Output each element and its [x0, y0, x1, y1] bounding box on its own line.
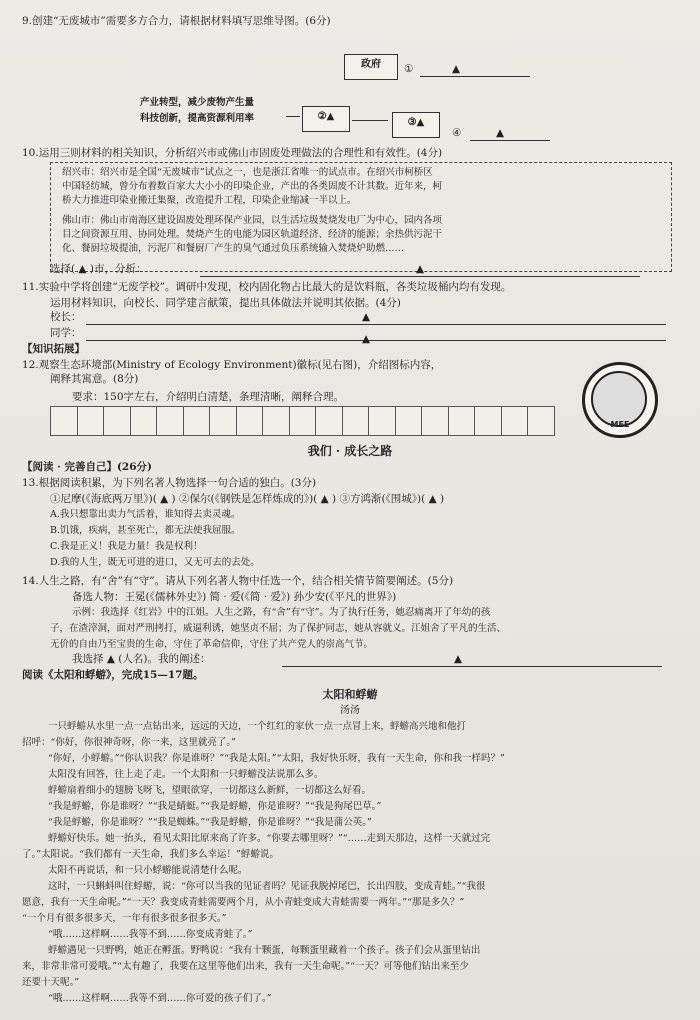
q13-choice-d: D.我的人生，既无可进的进口，又无可去的去处。	[50, 557, 260, 568]
q10-shaoxing-1: 绍兴市：绍兴市是全国“无废城市”试点之一，也是浙江省唯一的试点市。在绍兴市柯桥区	[62, 167, 433, 178]
mindmap-government-box: 政府	[344, 54, 398, 80]
story-para: 招呼：“你好，你很神奇呀，你一来，这里就亮了。”	[22, 737, 236, 748]
q10-shaoxing-2: 中国轻纺城，曾分布着数百家大大小小的印染企业，产出的各类固废不计其数。近年来，柯	[62, 181, 443, 192]
q11-principal-line	[86, 324, 666, 325]
story-para: “哦……这样啊……我等不到……你可爱的孩子们了。”	[48, 993, 272, 1004]
q13-choice-b: B.饥饿，疾病，甚至死亡，都无法使我屈服。	[50, 525, 241, 536]
q14-candidates: 备选人物：王冕(《儒林外史》) 简 · 爱(《简 · 爱》) 孙少安(《平凡的世界》)	[72, 591, 397, 603]
mindmap-blank-1-line	[420, 76, 530, 77]
q12-text-2: 阐释其寓意。(8分)	[50, 373, 139, 385]
q14-answer-line	[282, 666, 662, 667]
q10-foshan-1: 佛山市：佛山市南海区建设固废处理环保产业园，以生活垃圾焚烧发电厂为中心，园内各项	[62, 215, 443, 226]
section-title: 我们 · 成长之路	[307, 444, 393, 458]
q13-options: ①尼摩(《海底两万里》)( ▲ ) ②保尔(《钢铁是怎样炼成的》)( ▲ ) ③方鸿渐(《围城》)( ▲ )	[50, 493, 445, 505]
q13-text: 13.根据阅读积累，为下列名著人物选择一句合适的独白。(3分)	[22, 477, 317, 489]
q14-example-2: 子，在渣滓洞，面对严刑拷打，威逼利诱，她坚贞不屈；为了保护同志，她从容就义。江姐舍了平凡的生活、	[50, 623, 507, 634]
story-para: 一只蜉蝣从水里一点一点钻出来，远远的天边，一个红红的家伙一点一点冒上来，蜉蝣高兴地和他打	[48, 721, 467, 732]
q14-text: 14.人生之路，有“舍”有“守”。请从下列名著人物中任选一个，结合相关情节简要阐述。(5分)	[22, 575, 454, 587]
story-para: “我是蜉蝣，你是谁呀？”“我是蜻蜓。”“我是蜉蝣，你是谁呀？”“我是狗尾巴草。”	[48, 801, 382, 812]
mindmap-blank-4-mark: ▲	[496, 127, 505, 139]
story-para: “一个月有很多很多天，一年有很多很多很多天。”	[22, 913, 227, 924]
story-author: 汤汤	[340, 705, 360, 716]
q13-choice-c: C.我是正义！我是力量！我是权利！	[50, 541, 203, 552]
story-para: 愿意，我有一天生命呢。”“一天？我变成青蛙需要两个月，从小青蛙变成大青蛙需要一两年。”“那是多久？”	[22, 897, 465, 908]
q10-foshan-3: 化、餐厨垃圾提油，污泥厂和餐厨厂产生的臭气通过负压系统输入焚烧炉助燃……	[62, 243, 405, 254]
q11-text-2: 运用材料知识，向校长、同学建言献策，提出具体做法并说明其依据。(4分)	[50, 297, 401, 309]
q12-text-1: 12.观察生态环境部(Ministry of Ecology Environment)徽标(见右图)，介绍图标内容，	[22, 359, 442, 371]
mindmap-blank-4-label: ④	[452, 127, 462, 139]
mee-logo-text: MEE	[610, 420, 630, 429]
story-para: 蜉蝣扇着细小的翅膀飞呀飞，望眼欲穿，一切都这么新鲜，一切都这么好看。	[48, 785, 372, 796]
reading-instruction: 阅读《太阳和蜉蝣》，完成15—17题。	[22, 669, 204, 681]
mindmap-double-arrow	[352, 120, 388, 121]
mee-logo-emblem	[591, 371, 647, 427]
q10-foshan-2: 目之间资源互用、协同处理。焚烧产生的电能为园区轨道经济、经济的能源；余热供污泥干	[62, 229, 443, 240]
story-para: 来，非常非常可爱哦。”“太有趣了，我要在这里等他们出来，我有一天生命呢。”“一天？可等他们钻出来至少	[22, 961, 469, 972]
q10-choose: 选择( ▲ )市，分析：	[50, 263, 147, 275]
story-para: “我是蜉蝣，你是谁呀？”“我是蜘蛛。”“我是蜉蝣，你是谁呀？”“我是蒲公英。”	[48, 817, 372, 828]
mindmap-box-2: ②▲	[302, 106, 350, 132]
story-para: 蜉蝣遇见一只野鸭，她正在孵蛋。野鸭说：“我有十颗蛋，每颗蛋里藏着一个孩子。孩子们会从蛋里钻出	[48, 945, 481, 956]
q11-principal-mark: ▲	[362, 311, 371, 323]
story-para: “你好，小蜉蝣。”“你认识我？你是谁呀？”“我是太阳。”“太阳，我好快乐呀，我有一天生命，你和我一样吗？”	[48, 753, 505, 764]
mindmap-blank-1-mark: ▲	[452, 63, 461, 75]
mindmap-blank-1-label: ①	[404, 63, 414, 75]
q10-answer-line	[200, 276, 640, 277]
q11-classmates-mark: ▲	[362, 333, 371, 345]
story-para: 还要十天呢。”	[22, 977, 80, 988]
story-para: 这时，一只蝌蚪叫住蜉蝣，说：“你可以当我的见证者吗？见证我脱掉尾巴，长出四肢，变成青蛙。”“我很	[48, 881, 486, 892]
q12-writing-grid[interactable]	[50, 406, 554, 436]
q10-shaoxing-3: 桥大力推进印染业搬迁集聚，改造提升工程，印染企业缩减一半以上。	[62, 195, 357, 206]
story-title: 太阳和蜉蝣	[322, 688, 378, 701]
q12-requirement: 要求：150字左右，介绍明白清楚，条理清晰，阐释合理。	[72, 391, 345, 403]
mindmap-blank-4-line	[470, 140, 550, 141]
q13-choice-a: A.我只想靠出卖力气活着，谁知得去卖灵魂。	[50, 509, 241, 520]
q11-classmates-label: 同学：	[50, 327, 82, 339]
q14-answer-mark: ▲	[454, 653, 463, 665]
q9-text: 9.创建“无废城市”需要多方合力，请根据材料填写思维导图。(6分)	[22, 15, 331, 27]
story-para: 太阳不再说话，和一只小蜉蝣能说清楚什么呢。	[48, 865, 248, 876]
mindmap-industry-2: 科技创新，提高资源利用率	[140, 113, 255, 124]
q14-example-1: 示例：我选择《红岩》中的江姐。人生之路，有“舍”有“守”。为了执行任务，她忍痛离开了年幼的孩	[72, 607, 491, 618]
q10-text: 10.运用三则材料的相关知识，分析绍兴市或佛山市固废处理做法的合理性和有效性。(4分)	[22, 147, 443, 159]
mindmap-industry-1: 产业转型，减少废物产生量	[140, 97, 255, 108]
mee-logo	[582, 362, 658, 438]
q11-principal-label: 校长：	[50, 311, 82, 323]
story-para: 太阳没有回答，往上走了走。一个太阳和一只蜉蝣没法说那么多。	[48, 769, 324, 780]
story-para: “哦……这样啊……我等不到……你变成青蛙了。”	[48, 929, 253, 940]
story-para: 了。”太阳说。“我们都有一天生命，我们多么幸运！”蜉蝣说。	[22, 849, 279, 860]
ext-title: 【知识拓展】	[22, 343, 85, 355]
q11-text-1: 11.实验中学将创建“无废学校”。调研中发现，校内固化物占比最大的是饮料瓶，各类垃圾桶内均有发现。	[22, 281, 512, 293]
story-para: 蜉蝣好快乐。她一抬头，看见太阳比原来高了许多。“你要去哪里呀？”“……走到天那边，这样一天就过完	[48, 833, 491, 844]
q14-example-3: 无价的自由乃至宝贵的生命，守住了革命信仰，守住了共产党人的崇高气节。	[50, 639, 374, 650]
mindmap-box-3: ③▲	[392, 112, 440, 138]
reading-section-header: 【阅读 · 完善自己】(26分)	[22, 461, 153, 473]
q14-choose: 我选择 ▲ (人名)。我的阐述：	[72, 653, 211, 665]
mindmap-arrow	[286, 116, 300, 117]
q10-answer-mark: ▲	[416, 263, 425, 275]
